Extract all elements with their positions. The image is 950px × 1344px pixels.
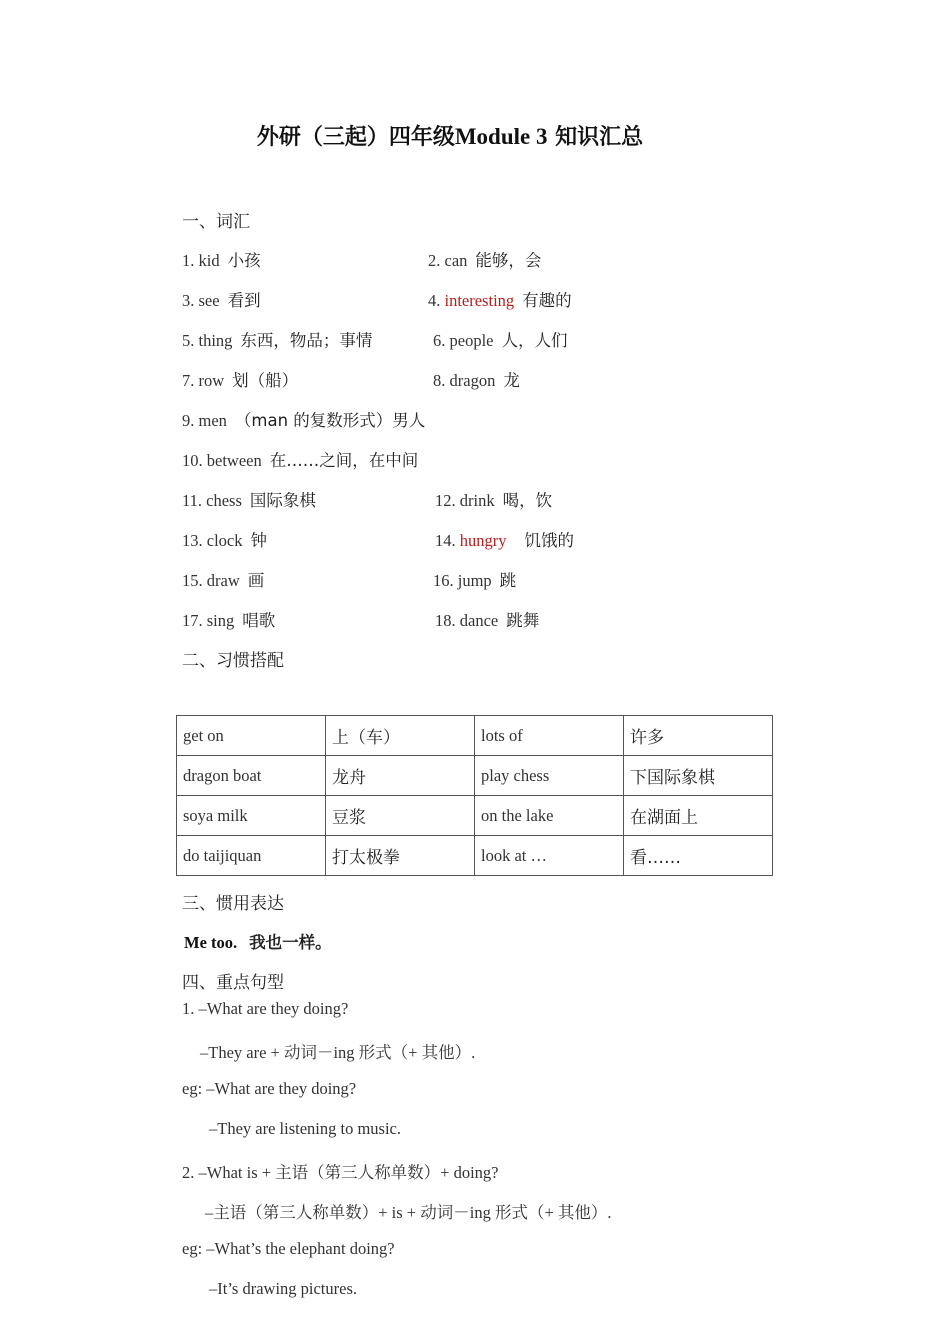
pattern-line: eg: –What are they doing?	[182, 1079, 357, 1098]
table-cell: 许多	[624, 716, 773, 756]
vocab-item: 14. hungry 饥饿的	[435, 531, 574, 550]
vocab-item: 5. thing 东西，物品；事情	[182, 331, 373, 350]
table-row	[177, 756, 773, 796]
vocab-item: 10. between 在……之间，在中间	[182, 451, 419, 470]
table-cell: get on	[177, 716, 326, 756]
table-cell: 打太极拳	[326, 836, 475, 876]
expressions-heading: 三、惯用表达	[182, 894, 284, 914]
table-row	[177, 716, 773, 756]
table-cell: lots of	[475, 716, 624, 756]
vocab-item: 18. dance 跳舞	[435, 611, 540, 630]
pattern-line: –主语（第三人称单数）+ is + 动词－ing 形式（+ 其他）.	[205, 1203, 612, 1222]
vocab-item: 3. see 看到	[182, 291, 261, 310]
vocab-item: 6. people 人，人们	[433, 331, 568, 350]
highlighted-word: interesting	[444, 291, 515, 310]
table-cell: dragon boat	[177, 756, 326, 796]
pattern-line: eg: –What’s the elephant doing?	[182, 1239, 395, 1258]
table-cell: look at …	[475, 836, 624, 876]
pattern-line: –It’s drawing pictures.	[209, 1279, 358, 1298]
table-row	[177, 796, 773, 836]
table-cell: 上（车）	[326, 716, 475, 756]
vocab-item: 4. interesting 有趣的	[428, 291, 572, 310]
vocab-item: 8. dragon 龙	[433, 371, 520, 390]
table-cell: soya milk	[177, 796, 326, 836]
table-cell: 龙舟	[326, 756, 475, 796]
pattern-line: –They are listening to music.	[209, 1119, 401, 1138]
pattern-line: 2. –What is + 主语（第三人称单数）+ doing?	[182, 1163, 499, 1182]
vocab-item: 7. row 划（船）	[182, 371, 299, 390]
vocab-item: 2. can 能够，会	[428, 251, 542, 270]
table-cell: 在湖面上	[624, 796, 773, 836]
title-zh-prefix: 外研（三起）四年级	[256, 125, 455, 150]
vocab-heading: 一、词汇	[182, 212, 250, 232]
table-cell: 豆浆	[326, 796, 475, 836]
expression-line: Me too. 我也一样。	[184, 933, 332, 952]
table-row	[177, 836, 773, 876]
vocab-item: 9. men （man 的复数形式）男人	[182, 411, 426, 430]
table-cell: on the lake	[475, 796, 624, 836]
patterns-heading: 四、重点句型	[182, 973, 284, 993]
table-cell: do taijiquan	[177, 836, 326, 876]
vocab-item: 17. sing 唱歌	[182, 611, 276, 630]
vocab-item: 1. kid 小孩	[182, 251, 261, 270]
pattern-line: –They are + 动词－ing 形式（+ 其他）.	[200, 1043, 476, 1062]
vocab-item: 15. draw 画	[182, 571, 265, 590]
vocab-item: 13. clock 钟	[182, 531, 267, 550]
vocab-item: 16. jump 跳	[433, 571, 517, 590]
pattern-line: 1. –What are they doing?	[182, 999, 349, 1018]
table-cell: 下国际象棋	[624, 756, 773, 796]
table-cell: play chess	[475, 756, 624, 796]
highlighted-word: hungry	[459, 531, 507, 550]
title-module: Module 3	[454, 124, 548, 149]
title-zh-suffix: 知识汇总	[555, 125, 644, 150]
collocations-table	[176, 715, 773, 876]
vocab-item: 12. drink 喝，饮	[435, 491, 553, 510]
table-cell: 看……	[624, 836, 773, 876]
collocations-heading: 二、习惯搭配	[182, 651, 284, 671]
vocab-item: 11. chess 国际象棋	[182, 491, 316, 510]
page-title	[0, 120, 900, 151]
